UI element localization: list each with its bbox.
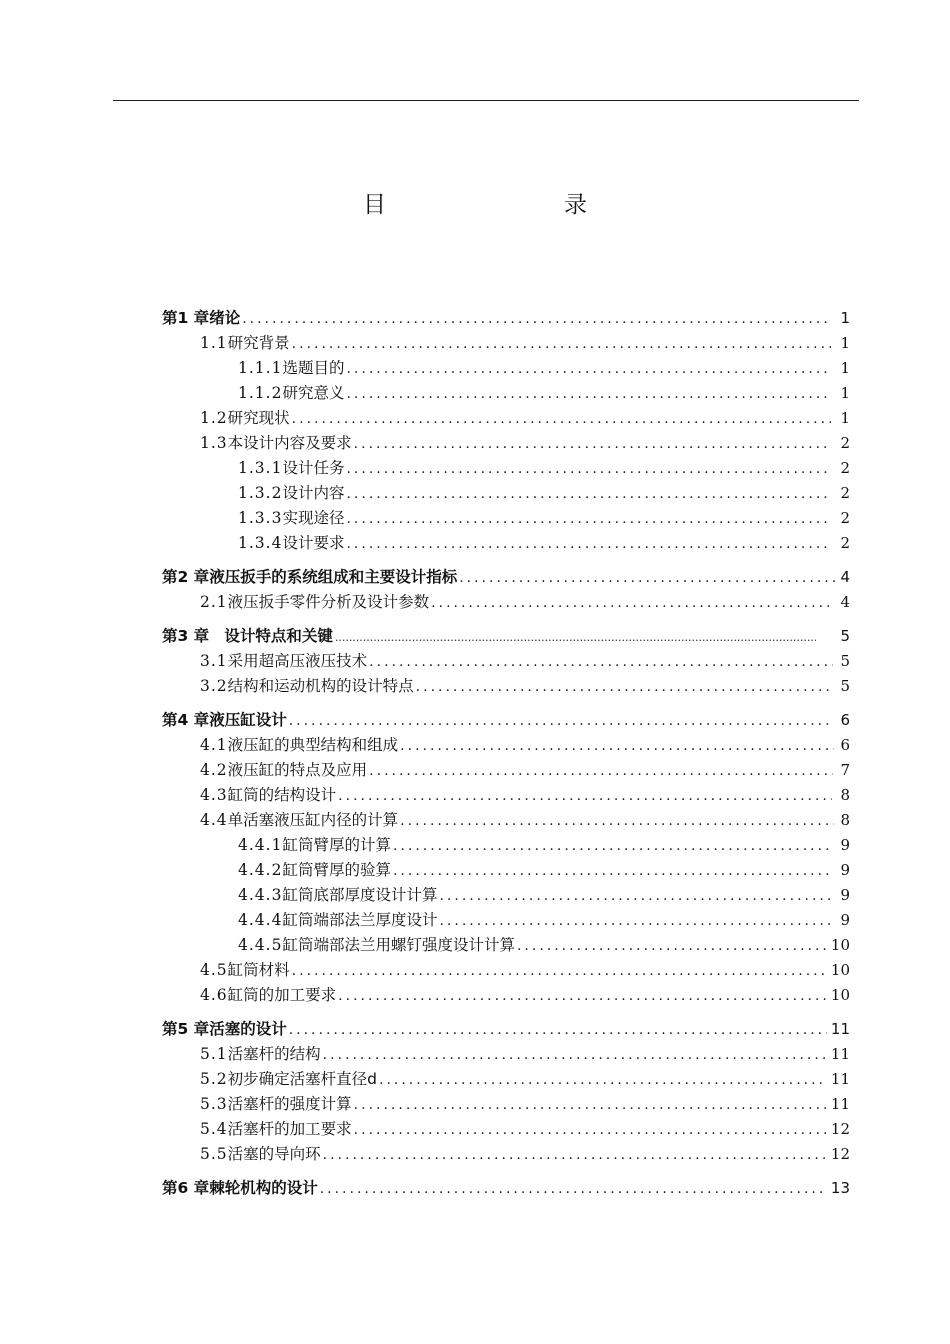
toc-entry-title: 活塞杆的加工要求 — [227, 1120, 352, 1138]
toc-entry-page: 11 — [830, 1045, 850, 1063]
dot-leader — [416, 676, 834, 698]
toc-entry[interactable] — [200, 432, 850, 454]
toc-entry-title: 活塞的导向环 — [227, 1145, 321, 1163]
toc-entry[interactable] — [162, 1018, 850, 1040]
toc-entry-page: 9 — [840, 861, 850, 879]
toc-entry-title: 缸筒的结构设计 — [227, 786, 337, 804]
toc-entry-title: 棘轮机构的设计 — [209, 1179, 318, 1197]
toc-entry-number: 5.3 — [200, 1095, 228, 1113]
dot-leader — [335, 627, 817, 649]
toc-entry[interactable] — [162, 307, 850, 329]
toc-entry-title: 初步确定活塞杆直径d — [227, 1070, 377, 1088]
toc-entry-page: 7 — [840, 761, 850, 779]
toc-entry-title: 液压扳手的系统组成和主要设计指标 — [209, 568, 458, 586]
toc-entry-page: 5 — [840, 652, 850, 670]
toc-entry-page: 1 — [840, 309, 850, 327]
dot-leader — [400, 735, 833, 757]
toc-entry-title: 研究意义 — [282, 384, 345, 402]
toc-entry-page: 11 — [830, 1095, 850, 1113]
toc-entry-number: 4.4.4 — [238, 911, 283, 929]
toc-entry-number: 1.2 — [200, 409, 228, 427]
toc-entry-title: 选题目的 — [282, 359, 345, 377]
toc-entry-number: 5.1 — [200, 1045, 228, 1063]
toc-entry-title: 单活塞液压缸内径的计算 — [227, 811, 399, 829]
toc-entry[interactable] — [200, 784, 850, 806]
toc-entry-number: 1.3.2 — [238, 484, 283, 502]
dot-leader — [292, 960, 827, 982]
toc-entry-page: 2 — [840, 459, 850, 477]
toc-entry-page: 1 — [840, 409, 850, 427]
toc-entry[interactable] — [200, 407, 850, 429]
dot-leader — [379, 1069, 827, 1091]
toc-entry-page: 6 — [840, 711, 850, 729]
toc-entry[interactable] — [200, 734, 850, 756]
dot-leader — [346, 458, 832, 480]
toc-entry-title: 缸筒端部法兰用螺钉强度设计计算 — [282, 936, 515, 954]
toc-entry-number: 第6 章 — [162, 1179, 210, 1197]
toc-entry-title: 缸筒材料 — [227, 961, 290, 979]
dot-leader — [346, 533, 832, 555]
toc-entry[interactable] — [200, 591, 850, 613]
dot-leader — [439, 885, 834, 907]
toc-entry-number: 1.1.2 — [238, 384, 283, 402]
toc-entry[interactable] — [162, 1177, 850, 1199]
dot-leader — [354, 433, 833, 455]
dot-leader — [393, 835, 833, 857]
toc-entry-title: 采用超高压液压技术 — [227, 652, 368, 670]
toc-entry-title: 本设计内容及要求 — [227, 434, 352, 452]
toc-entry-page: 12 — [830, 1120, 850, 1138]
toc-entry-page: 2 — [840, 484, 850, 502]
toc-entry-number: 3.1 — [200, 652, 228, 670]
dot-leader — [338, 785, 832, 807]
toc-entry-number: 4.4 — [200, 811, 228, 829]
toc-entry[interactable] — [238, 859, 850, 881]
toc-entry-page: 1 — [840, 334, 850, 352]
toc-entry-page: 4 — [840, 568, 850, 586]
toc-entry-title: 活塞杆的结构 — [227, 1045, 321, 1063]
toc-entry[interactable] — [238, 532, 850, 554]
dot-leader — [289, 710, 831, 732]
dot-leader — [369, 651, 833, 673]
toc-entry-page: 6 — [840, 736, 850, 754]
toc-entry-number: 4.4.5 — [238, 936, 283, 954]
toc-entry-number: 第3 章 — [162, 627, 210, 645]
toc-entry-title: 缸筒的加工要求 — [227, 986, 337, 1004]
toc-entry-number: 5.2 — [200, 1070, 228, 1088]
toc-entry[interactable] — [200, 332, 850, 354]
toc-entry-title: 活塞的设计 — [209, 1020, 287, 1038]
toc-entry-page: 9 — [840, 886, 850, 904]
toc-entry-number: 1.1.1 — [238, 359, 283, 377]
toc-entry-number: 1.3.1 — [238, 459, 283, 477]
dot-leader — [346, 358, 832, 380]
toc-entry[interactable] — [238, 357, 850, 379]
dot-leader — [323, 1144, 827, 1166]
dot-leader — [459, 567, 835, 589]
toc-entry-number: 4.5 — [200, 961, 228, 979]
dot-leader — [292, 333, 831, 355]
toc-entry-title: 研究背景 — [227, 334, 290, 352]
dot-leader — [393, 860, 833, 882]
toc-entry-title: 缸筒臂厚的计算 — [282, 836, 391, 854]
toc-entry-page: 11 — [830, 1070, 850, 1088]
toc-entry-number: 1.3 — [200, 434, 228, 452]
toc-entry[interactable] — [200, 959, 850, 981]
toc-entry-title: 液压缸的特点及应用 — [227, 761, 368, 779]
dot-leader — [320, 1178, 827, 1200]
toc-entry-page: 2 — [840, 434, 850, 452]
toc-entry-number: 2.1 — [200, 593, 228, 611]
toc-entry-page: 5 — [840, 627, 850, 645]
toc-entry-page: 4 — [840, 593, 850, 611]
toc-entry[interactable] — [200, 1093, 850, 1115]
toc-entry-page: 2 — [840, 509, 850, 527]
toc-entry[interactable] — [200, 1118, 850, 1140]
toc-entry[interactable] — [238, 884, 850, 906]
toc-entry[interactable] — [162, 566, 850, 588]
toc-entry[interactable] — [238, 909, 850, 931]
toc-entry-number: 4.4.2 — [238, 861, 283, 879]
dot-leader — [292, 408, 831, 430]
toc-entry-page: 2 — [840, 534, 850, 552]
toc-entry-page: 8 — [840, 786, 850, 804]
toc-entry-number: 4.1 — [200, 736, 228, 754]
toc-entry[interactable] — [238, 834, 850, 856]
toc-entry-number: 4.6 — [200, 986, 228, 1004]
toc-entry-page: 5 — [840, 677, 850, 695]
dot-leader — [439, 910, 834, 932]
toc-entry-page: 1 — [840, 384, 850, 402]
toc-entry-title: 缸筒臂厚的验算 — [282, 861, 391, 879]
toc-entry-page: 13 — [830, 1179, 850, 1197]
toc-entry-number: 3.2 — [200, 677, 228, 695]
toc-entry-page: 9 — [840, 836, 850, 854]
toc-entry-page: 10 — [830, 961, 850, 979]
toc-entry-page: 10 — [830, 936, 850, 954]
toc-entry-number: 4.4.3 — [238, 886, 283, 904]
toc-entry-number: 第1 章 — [162, 309, 210, 327]
toc-entry-title: 结构和运动机构的设计特点 — [227, 677, 414, 695]
toc-entry[interactable] — [200, 984, 850, 1006]
toc-entry[interactable] — [238, 507, 850, 529]
dot-leader — [354, 1119, 827, 1141]
toc-entry-page: 9 — [840, 911, 850, 929]
toc-entry-page: 11 — [830, 1020, 850, 1038]
toc-entry-number: 5.4 — [200, 1120, 228, 1138]
toc-entry[interactable] — [162, 625, 850, 647]
dot-leader — [346, 383, 832, 405]
toc-entry-title: 绪论 — [209, 309, 241, 327]
toc-entry-title: 液压扳手零件分析及设计参数 — [227, 593, 430, 611]
toc-entry-title: 液压缸设计 — [209, 711, 287, 729]
toc-entry[interactable] — [238, 482, 850, 504]
toc-entry[interactable] — [200, 1143, 850, 1165]
dot-leader — [400, 810, 833, 832]
toc-entry-number: 4.4.1 — [238, 836, 283, 854]
toc-entry-page: 1 — [840, 359, 850, 377]
toc-entry-page: 8 — [840, 811, 850, 829]
toc-entry-title: 缸筒端部法兰厚度设计 — [282, 911, 438, 929]
toc-entry-number: 4.2 — [200, 761, 228, 779]
toc-entry[interactable] — [200, 809, 850, 831]
page-title: 目 录 — [363, 192, 631, 218]
toc-entry-title: 活塞杆的强度计算 — [227, 1095, 352, 1113]
dot-leader — [242, 308, 829, 330]
dot-leader — [517, 935, 827, 957]
toc-entry-title: 实现途径 — [282, 509, 345, 527]
toc-entry-page: 10 — [830, 986, 850, 1004]
toc-entry-number: 第2 章 — [162, 568, 210, 586]
toc-entry[interactable] — [238, 457, 850, 479]
toc-entry[interactable] — [200, 1068, 850, 1090]
toc-entry-title: 设计任务 — [282, 459, 345, 477]
toc-entry-title: 研究现状 — [227, 409, 290, 427]
toc-entry-title: 设计要求 — [282, 534, 345, 552]
toc-entry-number: 第5 章 — [162, 1020, 210, 1038]
toc-entry[interactable] — [200, 1043, 850, 1065]
toc-entry[interactable] — [200, 650, 850, 672]
toc-entry-title: 缸筒底部厚度设计计算 — [282, 886, 438, 904]
dot-leader — [346, 508, 832, 530]
dot-leader — [323, 1044, 827, 1066]
toc-entry[interactable] — [162, 709, 850, 731]
dot-leader — [346, 483, 832, 505]
toc-entry-number: 5.5 — [200, 1145, 228, 1163]
toc-entry-number: 1.1 — [200, 334, 228, 352]
dot-leader — [289, 1019, 827, 1041]
dot-leader — [338, 985, 827, 1007]
dot-leader — [431, 592, 834, 614]
toc-entry[interactable] — [238, 934, 850, 956]
toc-entry[interactable] — [200, 759, 850, 781]
dot-leader — [369, 760, 833, 782]
toc-entry-number: 1.3.3 — [238, 509, 283, 527]
toc-entry-number: 第4 章 — [162, 711, 210, 729]
toc-entry[interactable] — [238, 382, 850, 404]
toc-entry-page: 12 — [830, 1145, 850, 1163]
toc-entry-title: 液压缸的典型结构和组成 — [227, 736, 399, 754]
dot-leader — [354, 1094, 827, 1116]
toc-entry-number: 1.3.4 — [238, 534, 283, 552]
toc-entry-number: 4.3 — [200, 786, 228, 804]
toc-entry-title: 设计特点和关键 — [224, 627, 333, 645]
toc-entry-title: 设计内容 — [282, 484, 345, 502]
toc-entry[interactable] — [200, 675, 850, 697]
